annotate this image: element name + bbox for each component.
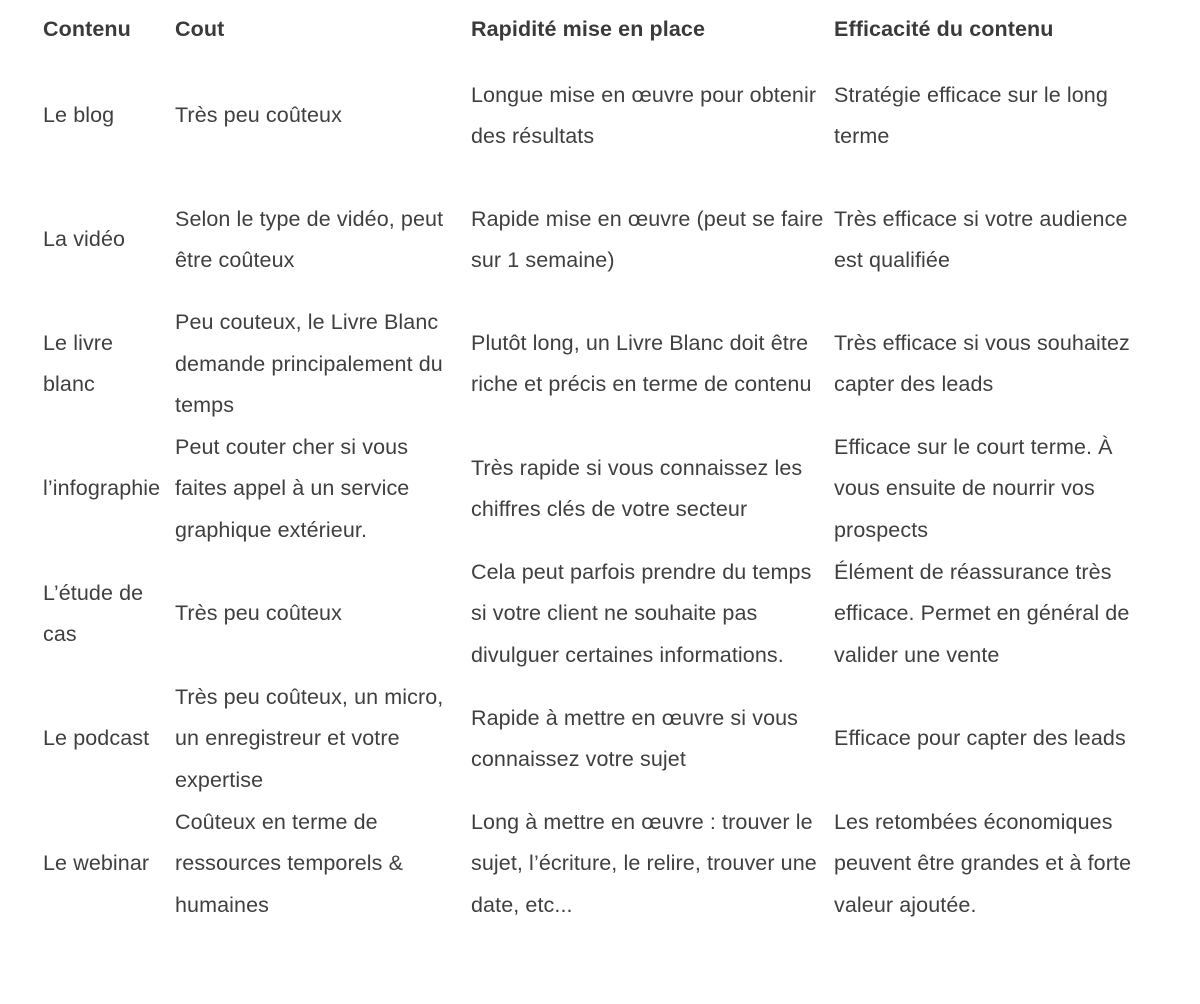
table-row [35,802,1145,927]
cell-contenu: L’étude de cas [43,580,144,646]
content-comparison-table [35,6,1145,927]
cell-efficacite: Efficace sur le court terme. À vous ensuite de nourrir vos prospects [834,434,1113,542]
cell-contenu: Le podcast [43,726,150,751]
cell-rapidite: Rapide mise en œuvre (peut se faire sur 1 semaine) [471,206,824,272]
cell-cout: Peu couteux, le Livre Blanc demande principalement du temps [175,310,443,417]
header-contenu: Contenu [43,17,131,42]
header-rapidite: Rapidité mise en place [471,17,706,42]
table-row [35,302,1145,427]
table-header [35,6,1145,54]
cell-cout: Très peu coûteux [175,601,342,626]
cell-efficacite: Les retombées économiques peuvent être grandes et à forte valeur ajoutée. [834,809,1132,917]
table-row [35,552,1145,677]
cell-cout: Peut couter cher si vous faites appel à un service graphique extérieur. [175,434,410,542]
cell-rapidite: Cela peut parfois prendre du temps si votre client ne souhaite pas divulguer certaines informations. [471,559,812,667]
cell-contenu: Le livre blanc [43,330,114,397]
header-efficacite: Efficacité du contenu [834,17,1054,42]
cell-rapidite: Longue mise en œuvre pour obtenir des résultats [471,82,817,148]
cell-cout: Très peu coûteux, un micro, un enregistreur et votre expertise [175,684,444,792]
cell-cout: Coûteux en terme de ressources temporels & humaines [175,809,404,917]
cell-cout: Très peu coûteux [175,103,342,128]
cell-contenu: La vidéo [43,227,126,252]
cell-contenu: Le webinar [43,851,150,876]
cell-rapidite: Long à mettre en œuvre : trouver le sujet, l’écriture, le relire, trouver une date, etc... [471,809,817,917]
header-cout: Cout [175,17,225,42]
cell-efficacite: Stratégie efficace sur le long terme [834,82,1108,148]
header-row [35,6,1145,54]
cell-rapidite: Plutôt long, un Livre Blanc doit être riche et précis en terme de contenu [471,330,812,397]
table-row [35,54,1145,178]
cell-efficacite: Élément de réassurance très efficace. Permet en général de valider une vente [834,559,1130,667]
cell-cout: Selon le type de vidéo, peut être coûteux [175,206,444,272]
cell-rapidite: Rapide à mettre en œuvre si vous connaissez votre sujet [471,705,799,771]
cell-contenu: Le blog [43,103,115,128]
table-row [35,427,1145,552]
cell-contenu: l’infographie [43,476,161,501]
cell-efficacite: Très efficace si votre audience est qualifiée [834,206,1128,272]
table-row [35,677,1145,802]
table-body [35,54,1145,927]
cell-efficacite: Très efficace si vous souhaitez capter des leads [834,330,1130,397]
table-row [35,178,1145,302]
cell-rapidite: Très rapide si vous connaissez les chiffres clés de votre secteur [471,455,803,521]
cell-efficacite: Efficace pour capter des leads [834,726,1126,751]
